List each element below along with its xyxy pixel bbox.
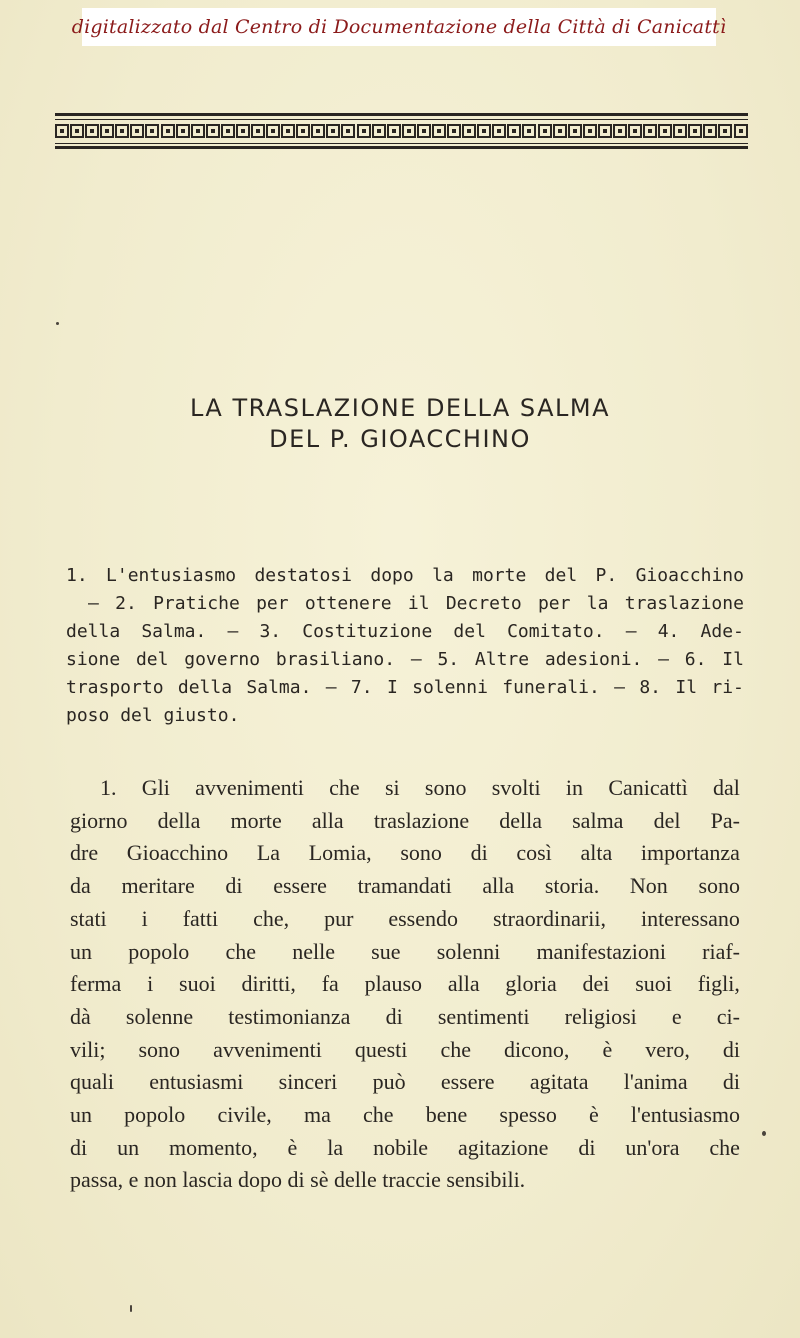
word: per <box>537 593 571 614</box>
word: lascia <box>182 1167 239 1193</box>
border-square <box>357 124 371 138</box>
word: traccie <box>382 1167 447 1193</box>
word: morte <box>230 807 282 833</box>
word: di <box>225 873 243 899</box>
paragraph-line <box>70 968 740 1001</box>
word: interessano <box>640 905 740 931</box>
word: l'anima <box>623 1069 688 1095</box>
word: del <box>453 621 486 642</box>
word: 4. <box>657 621 680 642</box>
word: è <box>287 1134 298 1160</box>
word: agitata <box>529 1069 589 1095</box>
border-square <box>281 124 295 138</box>
border-square <box>734 124 748 138</box>
paragraph-line <box>70 805 740 838</box>
word: plauso <box>364 971 423 997</box>
word: è <box>589 1102 599 1128</box>
word: suoi <box>179 971 216 997</box>
word: di <box>70 1134 88 1160</box>
word: non <box>143 1167 183 1193</box>
word: 2. <box>115 593 137 614</box>
border-square <box>236 124 250 138</box>
word: straordinarii, <box>492 905 606 931</box>
border-square <box>296 124 310 138</box>
word: solenne <box>125 1003 194 1029</box>
word: un <box>70 938 92 964</box>
summary-line <box>66 618 744 646</box>
word: 1. <box>100 775 117 800</box>
word: Pa- <box>710 807 740 833</box>
word: meritare <box>121 873 195 899</box>
border-square <box>161 124 175 138</box>
word: Non <box>629 873 668 899</box>
word: alla <box>447 971 480 997</box>
word: P. <box>595 565 618 586</box>
word: — <box>658 649 670 670</box>
word: per <box>256 593 289 614</box>
word: la <box>432 565 454 586</box>
border-square <box>115 124 129 138</box>
word: di <box>385 1003 403 1029</box>
border-square <box>341 124 355 138</box>
word: si <box>384 775 400 800</box>
word: alla <box>311 807 344 833</box>
word: della <box>66 621 121 642</box>
summary-line <box>66 590 744 618</box>
border-square <box>100 124 114 138</box>
word: la <box>327 1134 344 1160</box>
word: popolo <box>124 1102 186 1128</box>
word: ferma <box>70 971 122 997</box>
border-square <box>85 124 99 138</box>
word: che <box>329 775 360 800</box>
word: passa, <box>70 1167 129 1193</box>
word: un'ora <box>625 1134 680 1160</box>
summary-line <box>66 562 744 590</box>
word: così <box>516 840 552 866</box>
body-paragraph <box>70 772 740 1197</box>
word: Il <box>675 677 698 698</box>
word: Canicattì <box>608 775 688 800</box>
word: — <box>410 649 422 670</box>
word: entusiasmi <box>149 1069 244 1095</box>
border-square <box>402 124 416 138</box>
word: essendo <box>388 905 459 931</box>
paragraph-line <box>70 903 740 936</box>
word: sono <box>698 873 740 899</box>
word: l'entusiasmo <box>630 1102 740 1128</box>
word: Gioacchino <box>635 565 744 586</box>
word: L'entusiasmo <box>106 565 237 586</box>
border-square <box>583 124 597 138</box>
border-square <box>598 124 612 138</box>
word: — <box>625 621 637 642</box>
border-rule-bottom-thick <box>55 146 748 149</box>
word: storia. <box>544 873 600 899</box>
word: Salma. <box>141 621 207 642</box>
word: da <box>70 873 91 899</box>
word: quali <box>70 1069 114 1095</box>
word: di <box>578 1134 596 1160</box>
decorative-greek-key-border <box>55 113 748 149</box>
word: avvenimenti <box>195 775 304 800</box>
word: e <box>671 1003 682 1029</box>
word: in <box>565 775 584 800</box>
border-square <box>221 124 235 138</box>
word: dà <box>70 1003 91 1029</box>
word: — <box>88 593 99 614</box>
word: traslazione <box>624 593 744 614</box>
border-square <box>372 124 386 138</box>
word: 8. <box>639 677 662 698</box>
border-square <box>176 124 190 138</box>
word: che <box>363 1102 394 1128</box>
border-square <box>538 124 552 138</box>
word: della <box>499 807 542 833</box>
border-square <box>553 124 567 138</box>
word: che <box>225 938 257 964</box>
border-square <box>130 124 144 138</box>
border-square <box>55 124 69 138</box>
word: della <box>157 807 201 833</box>
paragraph-line <box>70 1034 740 1067</box>
word: giorno <box>70 807 128 833</box>
word: trasporto <box>66 677 164 698</box>
word: brasiliano. <box>275 649 396 670</box>
word: questi <box>354 1036 408 1062</box>
word: spesso <box>499 1102 557 1128</box>
word: suoi <box>635 971 672 997</box>
summary-line <box>66 646 744 674</box>
word: sono <box>138 1036 181 1062</box>
word: del <box>120 705 164 726</box>
summary-line <box>66 702 744 730</box>
word: nelle <box>292 938 335 964</box>
border-rule-bottom-thin <box>55 143 748 144</box>
word: pur <box>324 905 354 931</box>
word: essere <box>440 1069 495 1095</box>
word: Altre <box>474 649 530 670</box>
word: civile, <box>217 1102 272 1128</box>
border-square <box>251 124 265 138</box>
word: essere <box>273 873 327 899</box>
word: ri- <box>711 677 744 698</box>
word: dicono, <box>504 1036 570 1062</box>
word: diritti, <box>241 971 296 997</box>
word: dopo <box>238 1167 288 1193</box>
word: manifestazioni <box>536 938 666 964</box>
word: sè <box>310 1167 334 1193</box>
border-square <box>628 124 642 138</box>
word: delle <box>333 1167 383 1193</box>
word: del <box>544 565 578 586</box>
word: adesioni. <box>544 649 643 670</box>
word: sentimenti <box>437 1003 530 1029</box>
paragraph-line <box>70 837 740 870</box>
word: è <box>602 1036 613 1062</box>
word: dal <box>713 775 740 800</box>
word: di <box>722 1036 740 1062</box>
word: sione <box>66 649 121 670</box>
border-square-pattern <box>55 124 748 138</box>
word: figli, <box>697 971 740 997</box>
watermark-text: digitalizzato dal Centro di Documentazione della Città di Canicattì <box>71 16 727 38</box>
border-square <box>673 124 687 138</box>
word: giusto. <box>163 705 240 726</box>
word: governo <box>184 649 261 670</box>
word: gloria <box>505 971 557 997</box>
word: i <box>147 971 154 997</box>
word: dei <box>582 971 610 997</box>
word: stati <box>70 905 107 931</box>
word: Costituzione <box>302 621 433 642</box>
word: — <box>614 677 626 698</box>
word: dopo <box>370 565 414 586</box>
word: — <box>227 621 239 642</box>
border-square <box>432 124 446 138</box>
word: Pratiche <box>153 593 240 614</box>
word: che <box>440 1036 471 1062</box>
border-square <box>70 124 84 138</box>
word: nobile <box>373 1134 429 1160</box>
word: di <box>722 1069 740 1095</box>
word: Decreto <box>445 593 522 614</box>
border-square <box>492 124 506 138</box>
border-square <box>311 124 325 138</box>
border-square <box>417 124 431 138</box>
paragraph-line <box>70 870 740 903</box>
word: un <box>70 1102 92 1128</box>
border-square <box>643 124 657 138</box>
chapter-title-line-2: DEL P. GIOACCHINO <box>269 425 531 453</box>
word: vili; <box>70 1036 106 1062</box>
word: Comitato. <box>507 621 605 642</box>
word: religiosi <box>564 1003 637 1029</box>
word: Gli <box>141 775 170 800</box>
border-square <box>145 124 159 138</box>
word: alta <box>580 840 613 866</box>
word: svolti <box>491 775 541 800</box>
word: I <box>386 677 398 698</box>
word: avvenimenti <box>213 1036 322 1062</box>
chapter-title-line-1: LA TRASLAZIONE DELLA SALMA <box>189 394 611 422</box>
scan-speck <box>130 1305 132 1312</box>
paragraph-line <box>70 1099 740 1132</box>
word: traslazione <box>373 807 470 833</box>
word: fatti <box>182 905 219 931</box>
border-square <box>191 124 205 138</box>
word: Gioacchino <box>126 840 229 866</box>
word: alla <box>482 873 515 899</box>
word: il <box>407 593 430 614</box>
paragraph-line <box>70 1132 740 1165</box>
word: bene <box>425 1102 468 1128</box>
paragraph-line <box>70 1066 740 1099</box>
word: della <box>177 677 233 698</box>
border-square <box>477 124 491 138</box>
word: vero, <box>645 1036 690 1062</box>
word: solenni <box>436 938 501 964</box>
word: La <box>256 840 281 866</box>
word: di <box>470 840 488 866</box>
word: solenni <box>412 677 488 698</box>
word: popolo <box>128 938 190 964</box>
border-square <box>462 124 476 138</box>
word: sue <box>371 938 401 964</box>
paragraph-line <box>70 772 740 805</box>
border-square <box>507 124 521 138</box>
word: sinceri <box>278 1069 338 1095</box>
border-square <box>266 124 280 138</box>
word: sono <box>400 840 442 866</box>
word: riaf- <box>702 938 740 964</box>
word: momento, <box>169 1134 258 1160</box>
word: sensibili. <box>446 1167 526 1193</box>
word: tramandati <box>357 873 452 899</box>
word: Il <box>722 649 744 670</box>
border-square <box>688 124 702 138</box>
word: 6. <box>684 649 707 670</box>
word: la <box>586 593 609 614</box>
border-rule-top-thin <box>55 119 748 120</box>
border-square <box>658 124 672 138</box>
word: dre <box>70 840 99 866</box>
word: ma <box>303 1102 331 1128</box>
border-square <box>718 124 732 138</box>
word: che <box>709 1134 740 1160</box>
word: Lomia, <box>308 840 372 866</box>
word: ci- <box>716 1003 740 1029</box>
chapter-title <box>100 393 700 455</box>
word: Salma. <box>246 677 312 698</box>
word: che, <box>253 905 290 931</box>
chapter-summary <box>66 562 744 730</box>
word: ottenere <box>304 593 392 614</box>
word: funerali. <box>502 677 600 698</box>
word: 5. <box>437 649 460 670</box>
border-square <box>326 124 340 138</box>
word: 1. <box>66 565 88 586</box>
border-square <box>387 124 401 138</box>
word: del <box>135 649 169 670</box>
word: i <box>141 905 148 931</box>
digitization-watermark <box>71 8 727 46</box>
border-rule-top-thick <box>55 113 748 116</box>
word: agitazione <box>458 1134 549 1160</box>
word: testimonianza <box>228 1003 351 1029</box>
border-square <box>522 124 536 138</box>
paragraph-line <box>70 936 740 969</box>
word: morte <box>472 565 527 586</box>
word: di <box>287 1167 311 1193</box>
word: Ade- <box>700 621 744 642</box>
word: fa <box>321 971 339 997</box>
word: importanza <box>640 840 740 866</box>
word: un <box>117 1134 140 1160</box>
word: e <box>128 1167 144 1193</box>
word: 3. <box>259 621 282 642</box>
word: salma <box>572 807 624 833</box>
border-square <box>703 124 717 138</box>
border-square <box>206 124 220 138</box>
word: 7. <box>350 677 373 698</box>
scan-speck <box>56 322 59 325</box>
border-square <box>613 124 627 138</box>
word: destatosi <box>254 565 352 586</box>
word: — <box>325 677 337 698</box>
border-square <box>447 124 461 138</box>
paragraph-line <box>70 1164 740 1197</box>
border-square <box>568 124 582 138</box>
scan-speck <box>762 1131 766 1136</box>
paragraph-line <box>70 1001 740 1034</box>
word: poso <box>66 705 121 726</box>
word: può <box>372 1069 406 1095</box>
word: del <box>653 807 681 833</box>
word: sono <box>424 775 467 800</box>
summary-line <box>66 674 744 702</box>
